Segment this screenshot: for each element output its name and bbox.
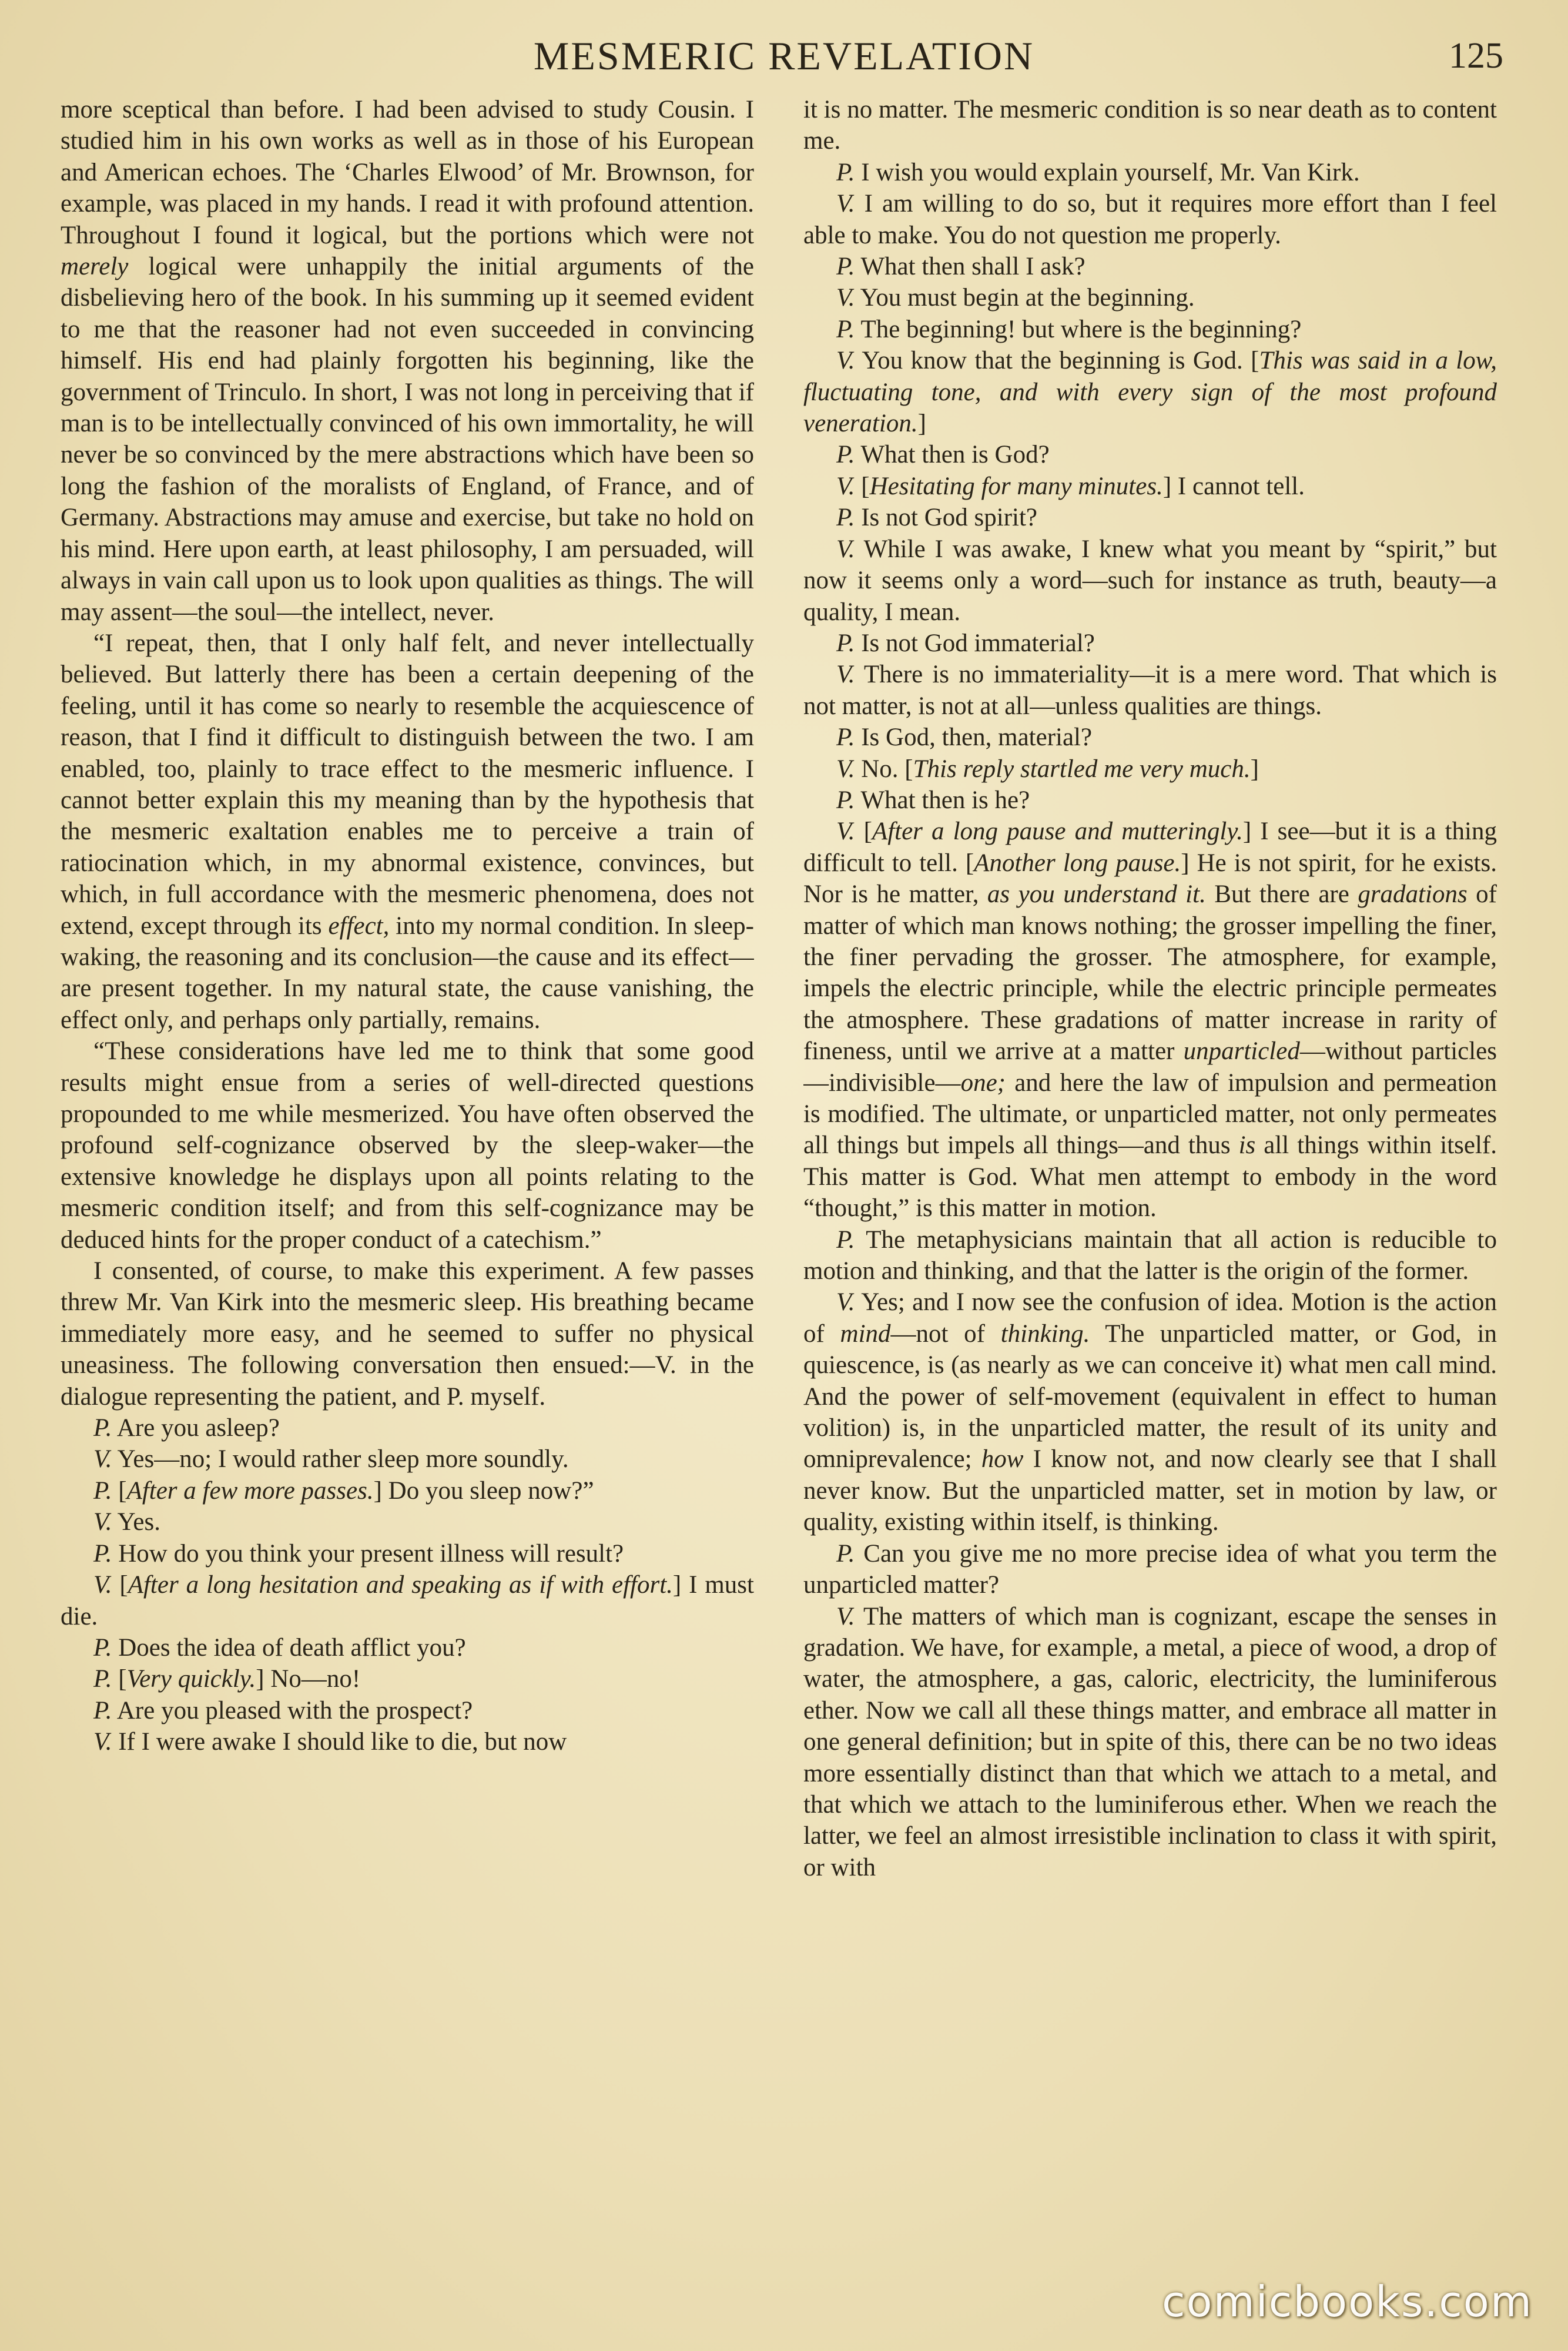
- italic-text: This reply startled me very much.: [913, 755, 1251, 783]
- site-watermark: comicbooks.com: [1161, 2277, 1533, 2326]
- text-run: What then is he?: [855, 786, 1030, 814]
- text-run: [: [855, 472, 870, 500]
- italic-text: V.: [836, 472, 855, 500]
- italic-text: P.: [836, 158, 855, 186]
- paragraph: [803, 659, 1497, 722]
- italic-text: thinking.: [1000, 1319, 1090, 1348]
- paragraph: [803, 722, 1497, 753]
- text-run: The beginning! but where is the beginning?: [855, 315, 1302, 343]
- italic-text: as you understand it.: [987, 880, 1206, 909]
- italic-text: P.: [836, 253, 855, 281]
- italic-text: After a few more passes.: [126, 1476, 374, 1505]
- text-run: ]: [1250, 755, 1259, 783]
- text-run: —not of: [890, 1319, 1001, 1348]
- text-run: “These considerations have led me to think that some good results might ensue from a series of well-directed questions propounded to me while mesmerized. You have often observed the profound self-cognizance observed by the sleep-waker—the extensive knowledge he displays upon all points relating to the mesmeric condition itself; and from this self-cognizance may be deduced hints for the proper conduct of a catechism.”: [61, 1037, 754, 1254]
- paragraph: [803, 753, 1497, 785]
- italic-text: P.: [93, 1665, 112, 1693]
- text-run: But there are: [1205, 880, 1358, 909]
- italic-text: one;: [960, 1069, 1006, 1097]
- italic-text: V.: [836, 284, 855, 312]
- running-title: MESMERIC REVELATION: [533, 34, 1035, 78]
- text-run: If I were awake I should like to die, but now: [112, 1728, 567, 1756]
- text-run: Is not God immaterial?: [855, 629, 1095, 657]
- italic-text: P.: [93, 1633, 112, 1662]
- text-run: and here the law of impulsion and permeation is modified. The ultimate, or unparticled matter, not only permeates all things but impels all things—and thus: [803, 1069, 1497, 1160]
- text-run: ]: [917, 410, 926, 438]
- italic-text: P.: [836, 629, 855, 657]
- paragraph: [803, 157, 1497, 188]
- text-run: Is not God spirit?: [855, 504, 1038, 532]
- italic-text: gradations: [1358, 880, 1468, 909]
- paragraph: [803, 1538, 1497, 1601]
- continued-paragraph: [803, 94, 1497, 157]
- text-run: Are you asleep?: [112, 1414, 280, 1442]
- paragraph: [61, 1255, 754, 1412]
- text-run: all things within itself. This matter is God. What men attempt to embody in the word “thought,” is this matter in motion.: [803, 1131, 1497, 1223]
- text-run: of matter of which man knows nothing; the grosser impelling the finer, the finer pervading the grosser. The atmosphere, for example, impels the electric principle, while the electric principle permeates the atmosphere. These gradations of matter increase in rarity of fineness, until we arrive at a matter: [803, 880, 1497, 1066]
- paragraph: [803, 816, 1497, 1224]
- text-run: You must begin at the beginning.: [855, 284, 1195, 312]
- text-run: What then is God?: [855, 441, 1050, 469]
- right-text-column: [803, 94, 1497, 2286]
- italic-text: P.: [836, 441, 855, 469]
- text-run: ] Do you sleep now?”: [373, 1476, 594, 1505]
- italic-text: V.: [836, 347, 855, 375]
- text-run: Yes—no; I would rather sleep more soundly.: [112, 1445, 569, 1473]
- paragraph: [61, 1412, 754, 1444]
- continued-paragraph: [61, 94, 754, 628]
- left-text-column: [61, 94, 754, 2286]
- italic-text: unparticled: [1183, 1037, 1300, 1066]
- italic-text: V.: [93, 1728, 112, 1756]
- paragraph: [803, 471, 1497, 502]
- paragraph: [803, 282, 1497, 313]
- paragraph: [803, 628, 1497, 659]
- italic-text: Very quickly.: [126, 1665, 256, 1693]
- paragraph: [803, 345, 1497, 439]
- italic-text: Another long pause.: [974, 849, 1181, 877]
- italic-text: After a long pause and mutteringly.: [872, 818, 1243, 846]
- paragraph: [61, 1475, 754, 1506]
- text-run: Yes; and I now see the confusion of idea. Motion is the action of: [803, 1288, 1497, 1348]
- paragraph: [61, 1695, 754, 1726]
- text-run: ] I cannot tell.: [1162, 472, 1305, 500]
- text-run: How do you think your present illness will result?: [112, 1539, 624, 1568]
- paragraph: [803, 251, 1497, 282]
- text-run: I know not, and now clearly see that I shall never know. But the unparticled matter, set in motion by law, or quality, existing within itself, is thinking.: [803, 1445, 1497, 1536]
- italic-text: P.: [836, 1225, 855, 1254]
- italic-text: Hesitating for many minutes.: [869, 472, 1163, 500]
- text-run: [: [112, 1571, 128, 1599]
- paragraph: [61, 1036, 754, 1255]
- text-run: more sceptical than before. I had been advised to study Cousin. I studied him in his own works as well as in those of his European and American echoes. The ‘Charles Elwood’ of Mr. Brownson, for example, was placed in my hands. I read it with profound attention. Throughout I found it logical, but the portions which were not: [61, 96, 754, 249]
- text-run: ] No—no!: [256, 1665, 361, 1693]
- paragraph: [61, 628, 754, 1036]
- italic-text: mind: [840, 1319, 891, 1348]
- running-head: [0, 29, 1568, 82]
- italic-text: P.: [836, 786, 855, 814]
- italic-text: effect,: [328, 912, 390, 940]
- text-run: No. [: [855, 755, 913, 783]
- text-run: Yes.: [112, 1508, 160, 1536]
- italic-text: P.: [93, 1414, 112, 1442]
- text-run: [: [855, 818, 872, 846]
- paragraph: [803, 1287, 1497, 1538]
- text-run: The matters of which man is cognizant, escape the senses in gradation. We have, for example, a metal, a piece of wood, a drop of water, the atmosphere, a gas, caloric, electricity, the luminiferous ether. Now we call all these things matter, and embrace all matter in one general definition; but in spite of this, there can be no two ideas more essentially distinct than that which we attach to a metal, and that which we attach to the luminiferous ether. When we reach the latter, we feel an almost irresistible inclination to class it with spirit, or with: [803, 1602, 1497, 1881]
- paragraph: [803, 502, 1497, 533]
- text-run: “I repeat, then, that I only half felt, and never intellectually believed. But latterly there has been a certain deepening of the feeling, until it has come so nearly to resemble the acquiescence of reason, that I find it difficult to distinguish between the two. I am enabled, too, plainly to trace effect to the mesmeric influence. I cannot better explain this my meaning than by the hypothesis that the mesmeric exaltation enables me to perceive a train of ratiocination which, in my abnormal existence, convinces, but which, in full accordance with the mesmeric phenomena, does not extend, except through its: [61, 629, 754, 940]
- text-run: I am willing to do so, but it requires more effort than I feel able to make. You do not question me properly.: [803, 190, 1497, 249]
- italic-text: V.: [93, 1571, 112, 1599]
- paragraph: [61, 1444, 754, 1475]
- text-run: The unparticled matter, or God, in quiescence, is (as nearly as we can conceive it) what men call mind. And the power of self-movement (equivalent in effect to human volition) is, in the unparticled matter, the result of its unity and omniprevalence;: [803, 1319, 1497, 1473]
- text-run: into my normal condition. In sleep-waking, the reasoning and its conclusion—the cause and its effect—are present together. In my natural state, the cause vanishing, the effect only, and perhaps only partially, remains.: [61, 912, 754, 1034]
- paragraph: [803, 1224, 1497, 1287]
- text-run: Can you give me no more precise idea of what you term the unparticled matter?: [803, 1539, 1497, 1599]
- text-run: I consented, of course, to make this experiment. A few passes threw Mr. Van Kirk into the mesmeric sleep. His breathing became immediately more easy, and he seemed to suffer no physical uneasiness. The following conversation then ensued:—V. in the dialogue representing the patient, and P. myself.: [61, 1257, 754, 1411]
- italic-text: V.: [93, 1508, 112, 1536]
- paragraph: [61, 1663, 754, 1694]
- text-run: ] He is not spirit, for he exists. Nor is he matter,: [803, 849, 1497, 909]
- text-run: ] I see—but it is a thing difficult to tell. [: [803, 818, 1497, 877]
- italic-text: P.: [93, 1696, 112, 1724]
- italic-text: V.: [836, 190, 855, 218]
- text-run: Is God, then, material?: [855, 724, 1093, 752]
- paragraph: [61, 1569, 754, 1632]
- text-run: ] I must die.: [61, 1571, 754, 1630]
- text-run: Are you pleased with the prospect?: [112, 1696, 473, 1724]
- text-run: [: [112, 1476, 127, 1505]
- italic-text: how: [981, 1445, 1024, 1473]
- italic-text: This was said in a low, fluctuating tone, and with every sign of the most profound veneration.: [803, 347, 1497, 438]
- page-number: 125: [1449, 36, 1503, 76]
- paragraph: [61, 1632, 754, 1663]
- text-run: Does the idea of death afflict you?: [112, 1633, 466, 1662]
- italic-text: merely: [61, 253, 129, 281]
- text-run: You know that the beginning is God. [: [855, 347, 1259, 375]
- italic-text: V.: [836, 661, 855, 689]
- paragraph: [803, 314, 1497, 345]
- paragraph: [803, 439, 1497, 470]
- paragraph: [61, 1538, 754, 1569]
- italic-text: V.: [836, 1602, 855, 1630]
- italic-text: P.: [836, 1539, 855, 1568]
- italic-text: V.: [93, 1445, 112, 1473]
- paragraph: [803, 1601, 1497, 1884]
- paragraph: [61, 1506, 754, 1538]
- text-run: —without particles—indivisible—: [803, 1037, 1497, 1097]
- text-run: The metaphysicians maintain that all action is reducible to motion and thinking, and that the latter is the origin of the former.: [803, 1225, 1497, 1285]
- paragraph: [803, 188, 1497, 251]
- italic-text: After a long hesitation and speaking as if with effort.: [128, 1571, 673, 1599]
- italic-text: is: [1238, 1131, 1256, 1160]
- italic-text: V.: [836, 535, 855, 563]
- text-run: I wish you would explain yourself, Mr. Van Kirk.: [855, 158, 1360, 186]
- paragraph: [61, 1726, 754, 1757]
- italic-text: P.: [93, 1476, 112, 1505]
- italic-text: V.: [836, 755, 855, 783]
- text-run: While I was awake, I knew what you meant by “spirit,” but now it seems only a word—such for instance as truth, beauty—a quality, I mean.: [803, 535, 1497, 626]
- text-run: logical were unhappily the initial arguments of the disbelieving hero of the book. In his summing up it seemed evident to me that the reasoner had not even succeeded in convincing himself. His end had plainly forgotten his beginning, like the government of Trinculo. In short, I was not long in perceiving that if man is to be intellectually convinced of his own immortality, he will never be so convinced by the mere abstractions which have been so long the fashion of the moralists of England, of France, and of Germany. Abstractions may amuse and exercise, but take no hold on his mind. Here upon earth, at least philosophy, I am persuaded, will always in vain call upon us to look upon qualities as things. The will may assent—the soul—the intellect, never.: [61, 253, 754, 626]
- text-run: it is no matter. The mesmeric condition is so near death as to content me.: [803, 96, 1497, 155]
- paragraph: [803, 785, 1497, 816]
- paragraph: [803, 534, 1497, 628]
- italic-text: P.: [836, 315, 855, 343]
- italic-text: V.: [836, 818, 855, 846]
- italic-text: P.: [836, 724, 855, 752]
- italic-text: P.: [93, 1539, 112, 1568]
- italic-text: V.: [836, 1288, 855, 1317]
- text-run: [: [112, 1665, 127, 1693]
- text-run: There is no immateriality—it is a mere word. That which is not matter, is not at all—unless qualities are things.: [803, 661, 1497, 720]
- italic-text: P.: [836, 504, 855, 532]
- text-run: What then shall I ask?: [855, 253, 1085, 281]
